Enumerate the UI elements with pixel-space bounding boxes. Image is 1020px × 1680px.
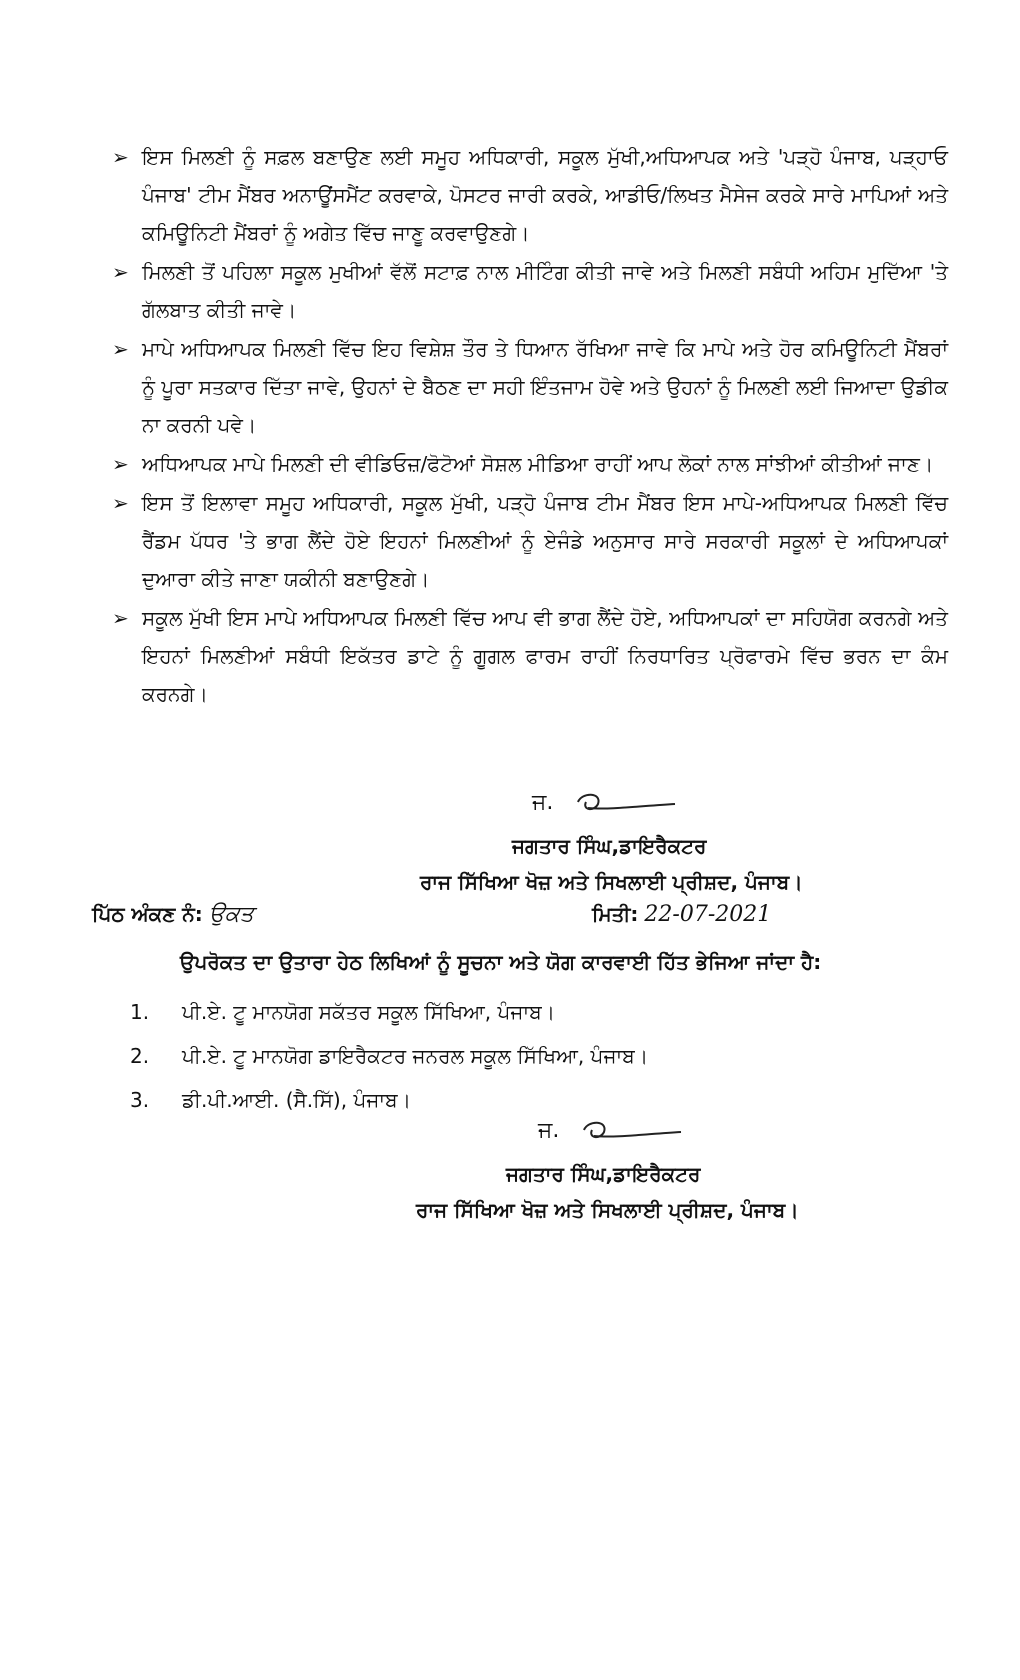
- recipient-number: 1.: [130, 1000, 150, 1024]
- signatory-organization: ਰਾਜ ਸਿੱਖਿਆ ਖੋਜ਼ ਅਤੇ ਸਿਖਲਾਈ ਪ੍ਰੀਸ਼ਦ, ਪੰਜਾਬ।: [416, 1198, 799, 1222]
- instruction-text: ਸਕੂਲ ਮੁੱਖੀ ਇਸ ਮਾਪੇ ਅਧਿਆਪਕ ਮਿਲਣੀ ਵਿੱਚ ਆਪ ਵੀ ਭਾਗ ਲੈਂਦੇ ਹੋਏ, ਅਧਿਆਪਕਾਂ ਦਾ ਸਹਿਯੋਗ ਕਰਨਗੇ ਅਤੇ ਇਹਨਾਂ ਮਿਲਣੀਆਂ ਸਬੰਧੀ ਇਕੱਤਰ ਡਾਟੇ ਨੂੰ ਗੂਗਲ ਫਾਰਮ ਰਾਹੀਂ ਨਿਰਧਾਰਿਤ ਪ੍ਰੋਫਾਰਮੇ ਵਿੱਚ ਭਰਨ ਦਾ ਕੰਮ ਕਰਨਗੇ।: [142, 606, 948, 706]
- signatory-name: ਜਗਤਾਰ ਸਿੰਘ,ਡਾਇਰੈਕਟਰ: [512, 834, 707, 858]
- copy-heading: ਉਪਰੋਕਤ ਦਾ ਉਤਾਰਾ ਹੇਠ ਲਿਖਿਆਂ ਨੂੰ ਸੂਚਨਾ ਅਤੇ ਯੋਗ ਕਾਰਵਾਈ ਹਿੱਤ ਭੇਜਿਆ ਜਾਂਦਾ ਹੈ:: [180, 950, 822, 974]
- document-date: [592, 902, 771, 927]
- signatory-organization: ਰਾਜ ਸਿੱਖਿਆ ਖੋਜ਼ ਅਤੇ ਸਿਖਲਾਈ ਪ੍ਰੀਸ਼ਦ, ਪੰਜਾਬ।: [420, 870, 803, 894]
- copy-recipient-list: [130, 990, 648, 1122]
- recipient-item: [130, 990, 648, 1034]
- arrow-bullet-icon: ➢: [112, 337, 129, 361]
- signature-initial: ਜ.: [538, 1118, 560, 1143]
- signature-initial: ਜ.: [532, 790, 554, 815]
- endorsement-number: [92, 902, 254, 927]
- instruction-item: [112, 484, 948, 598]
- instruction-text: ਮਿਲਣੀ ਤੋਂ ਪਹਿਲਾ ਸਕੂਲ ਮੁਖੀਆਂ ਵੱਲੋਂ ਸਟਾਫ਼ ਨਾਲ ਮੀਟਿੰਗ ਕੀਤੀ ਜਾਵੇ ਅਤੇ ਮਿਲਣੀ ਸਬੰਧੀ ਅਹਿਮ ਮੁਦਿੱਆ 'ਤੇ ਗੱਲਬਾਤ ਕੀਤੀ ਜਾਵੇ।: [142, 260, 948, 322]
- instruction-item: [112, 138, 948, 252]
- recipient-text: ਪੀ.ਏ. ਟੂ ਮਾਨਯੋਗ ਸਕੱਤਰ ਸਕੂਲ ਸਿੱਖਿਆ, ਪੰਜਾਬ।: [182, 1000, 556, 1024]
- instruction-text: ਅਧਿਆਪਕ ਮਾਪੇ ਮਿਲਣੀ ਦੀ ਵੀਡਿਓਜ਼/ਫੋਟੋਆਂ ਸੋਸ਼ਲ ਮੀਡਿਆ ਰਾਹੀਂ ਆਪ ਲੋਕਾਂ ਨਾਲ ਸਾਂਝੀਆਂ ਕੀਤੀਆਂ ਜਾਣ।: [142, 452, 934, 476]
- arrow-bullet-icon: ➢: [112, 606, 129, 630]
- date-label: ਮਿਤੀ:: [592, 902, 639, 926]
- recipient-number: 3.: [130, 1088, 150, 1112]
- instruction-item: [112, 330, 948, 444]
- recipient-number: 2.: [130, 1044, 150, 1068]
- arrow-bullet-icon: ➢: [112, 145, 129, 169]
- arrow-bullet-icon: ➢: [112, 260, 129, 284]
- recipient-item: [130, 1034, 648, 1078]
- signatory-name: ਜਗਤਾਰ ਸਿੰਘ,ਡਾਇਰੈਕਟਰ: [506, 1162, 701, 1186]
- date-value: 22-07-2021: [644, 902, 772, 927]
- instruction-text: ਮਾਪੇ ਅਧਿਆਪਕ ਮਿਲਣੀ ਵਿੱਚ ਇਹ ਵਿਸ਼ੇਸ਼ ਤੌਰ ਤੇ ਧਿਆਨ ਰੱਖਿਆ ਜਾਵੇ ਕਿ ਮਾਪੇ ਅਤੇ ਹੋਰ ਕਮਿਊਨਿਟੀ ਮੈਂਬਰਾਂ ਨੂੰ ਪੂਰਾ ਸਤਕਾਰ ਦਿੱਤਾ ਜਾਵੇ, ਉਹਨਾਂ ਦੇ ਬੈਠਣ ਦਾ ਸਹੀ ਇੰਤਜਾਮ ਹੋਵੇ ਅਤੇ ਉਹਨਾਂ ਨੂੰ ਮਿਲਣੀ ਲਈ ਜਿਆਦਾ ਉਡੀਕ ਨਾ ਕਰਨੀ ਪਵੇ।: [142, 337, 948, 437]
- arrow-bullet-icon: ➢: [112, 452, 129, 476]
- arrow-bullet-icon: ➢: [112, 491, 129, 515]
- instruction-item: [112, 253, 948, 329]
- instruction-list: [112, 138, 948, 714]
- instruction-item: [112, 445, 948, 483]
- recipient-text: ਡੀ.ਪੀ.ਆਈ. (ਸੈ.ਸਿੱ), ਪੰਜਾਬ।: [182, 1088, 412, 1112]
- instruction-text: ਇਸ ਮਿਲਣੀ ਨੂੰ ਸਫ਼ਲ ਬਣਾਉਣ ਲਈ ਸਮੂਹ ਅਧਿਕਾਰੀ, ਸਕੂਲ ਮੁੱਖੀ,ਅਧਿਆਪਕ ਅਤੇ 'ਪੜ੍ਹੋ ਪੰਜਾਬ, ਪੜ੍ਹਾਓ ਪੰਜਾਬ' ਟੀਮ ਮੈਂਬਰ ਅਨਾਊਂਸਮੈਂਟ ਕਰਵਾਕੇ, ਪੋਸਟਰ ਜਾਰੀ ਕਰਕੇ, ਆਡੀਓ/ਲਿਖਤ ਮੈਸੇਜ ਕਰਕੇ ਸਾਰੇ ਮਾਪਿਆਂ ਅਤੇ ਕਮਿਊਨਿਟੀ ਮੈਂਬਰਾਂ ਨੂੰ ਅਗੇਤ ਵਿੱਚ ਜਾਣੂ ਕਰਵਾਉਣਗੇ।: [142, 145, 948, 245]
- instruction-item: [112, 599, 948, 713]
- endorsement-value: ਉਕਤ: [208, 902, 254, 927]
- instruction-text: ਇਸ ਤੋਂ ਇਲਾਵਾ ਸਮੂਹ ਅਧਿਕਾਰੀ, ਸਕੂਲ ਮੁੱਖੀ, ਪੜ੍ਹੋ ਪੰਜਾਬ ਟੀਮ ਮੈਂਬਰ ਇਸ ਮਾਪੇ-ਅਧਿਆਪਕ ਮਿਲਣੀ ਵਿੱਚ ਰੈਂਡਮ ਪੱਧਰ 'ਤੇ ਭਾਗ ਲੈਂਦੇ ਹੋਏ ਇਹਨਾਂ ਮਿਲਣੀਆਂ ਨੂੰ ਏਜੰਡੇ ਅਨੁਸਾਰ ਸਾਰੇ ਸਰਕਾਰੀ ਸਕੂਲਾਂ ਦੇ ਅਧਿਆਪਕਾਂ ਦੁਆਰਾ ਕੀਤੇ ਜਾਣਾ ਯਕੀਨੀ ਬਣਾਉਣਗੇ।: [142, 491, 948, 591]
- recipient-text: ਪੀ.ਏ. ਟੂ ਮਾਨਯੋਗ ਡਾਇਰੈਕਟਰ ਜਨਰਲ ਸਕੂਲ ਸਿੱਖਿਆ, ਪੰਜਾਬ।: [182, 1044, 649, 1068]
- endorsement-label: ਪਿੱਠ ਅੰਕਣ ਨੰ:: [92, 902, 203, 926]
